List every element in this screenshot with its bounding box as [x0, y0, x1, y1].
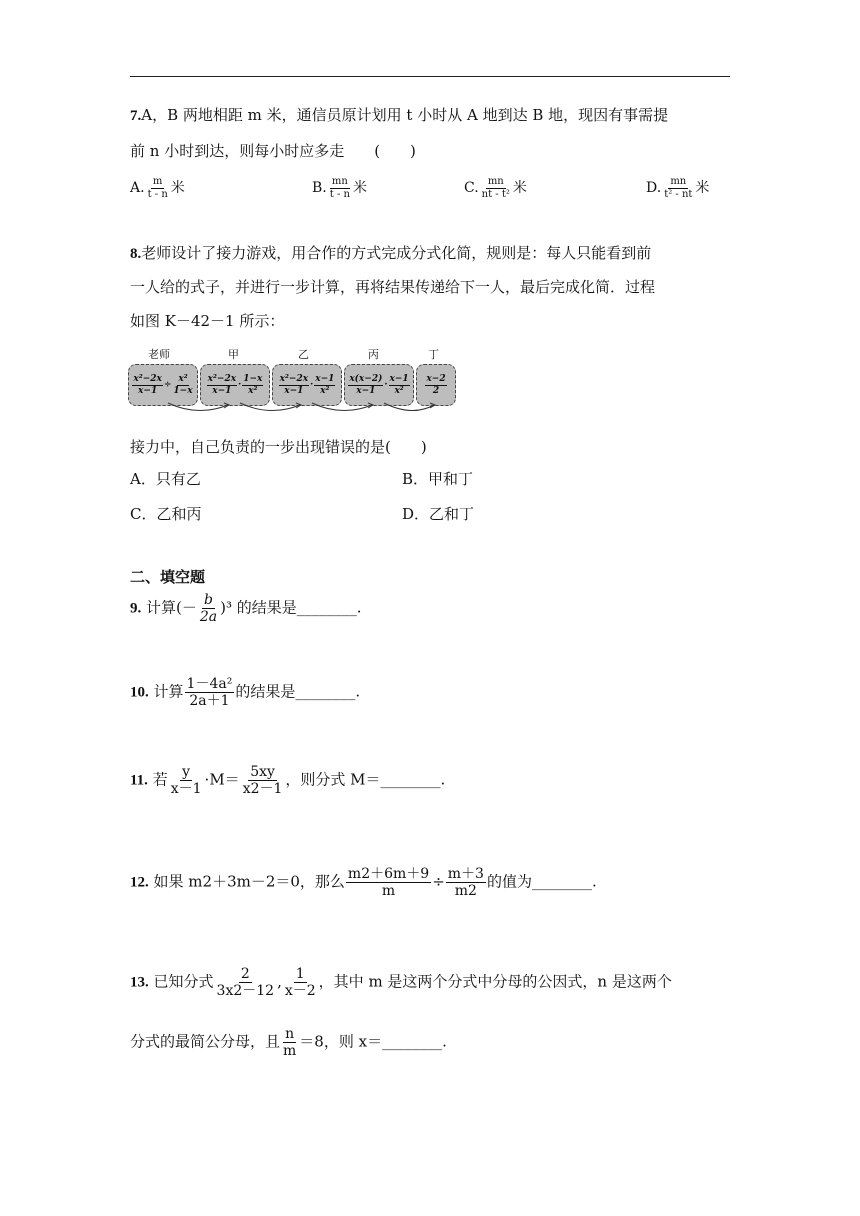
relay-box-jia: $\frac{\text{x²−2x}}{x-1}$ · $\frac{1-x}{\text{x²}}$: [200, 364, 270, 406]
q12-line: 12. 如果 m2＋3m－2＝0，那么 $\frac{m2+6m+9}{m}$ ÷ $\frac{m+3}{m2}$ 的值为________.: [130, 866, 597, 900]
q8-question: 接力中，自己负责的一步出现错误的是( ): [130, 438, 427, 456]
q8-option-d[interactable]: D．乙和丁: [402, 505, 475, 523]
q8-line3: 如图 K－42－1 所示：: [130, 312, 285, 330]
q13-line1: 13. 已知分式 $\frac{2}{3x2-12}$ , $\frac{1}{x-2}$ ，其中 m 是这两个分式中分母的公因式，n 是这两个: [130, 966, 672, 1000]
q8-option-c[interactable]: C．乙和丙: [130, 505, 202, 523]
relay-box-ding: $\frac{x-2}{2}$: [416, 364, 456, 406]
section-title: 二、填空题: [130, 568, 206, 586]
q8-line2: 一人给的式子，并进行一步计算，再将结果传递给下一人，最后完成化简．过程: [130, 278, 656, 296]
relay-label-bing: 丙: [368, 348, 379, 361]
q7-number: 7.: [130, 108, 142, 124]
relay-label-ding: 丁: [428, 348, 439, 361]
q9-line: 9. 计算(－ $\frac{b}{2a}$ )³ 的结果是________.: [130, 592, 362, 626]
q11-line: 11. 若 $\frac{y}{x-1}$ ·M＝ $\frac{5xy}{x2-1}$ ，则分式 M＝________.: [130, 764, 446, 798]
q7-option-c[interactable]: C. $\frac{mn}{\text{nt - t²}}$ 米: [464, 176, 527, 200]
q7-option-d[interactable]: D. $\frac{mn}{\text{t² - nt}}$ 米: [646, 176, 710, 200]
relay-label-yi: 乙: [298, 348, 309, 361]
q8-line1: 8.老师设计了接力游戏，用合作的方式完成分式化简，规则是：每人只能看到前: [130, 244, 652, 262]
q7-option-a[interactable]: A. $\frac{m}{t - n}$ 米: [130, 176, 185, 200]
q10-line: 10. 计算 $\frac{\text{1－4a²}}{2a+1}$ 的结果是________.: [130, 676, 361, 710]
header-rule: [130, 76, 730, 77]
relay-diagram: [128, 346, 458, 416]
relay-box-bing: $\frac{x(x-2)}{x-1}$ · $\frac{x-1}{\text{x²}}$: [344, 364, 414, 406]
relay-box-teacher: $\frac{\text{x²−2x}}{x-1}$ ÷ $\frac{\text{x²}}{1-x}$: [128, 364, 198, 406]
q13-line2: 分式的最简公分母，且 $\frac{n}{m}$ ＝8，则 x＝________.: [130, 1026, 447, 1060]
relay-arrows: [128, 401, 458, 417]
q7-text-2: 前 n 小时到达，则每小时应多走 ( ): [130, 142, 416, 160]
relay-box-yi: $\frac{\text{x²−2x}}{x-1}$ · $\frac{x-1}{\text{x²}}$: [272, 364, 342, 406]
q7-option-b[interactable]: B. $\frac{mn}{t - n}$ 米: [312, 176, 367, 200]
q8-option-a[interactable]: A．只有乙: [130, 470, 201, 488]
relay-label-teacher: 老师: [148, 348, 170, 361]
q8-number: 8.: [130, 246, 142, 262]
q7-line2: [130, 140, 416, 162]
q7-text-1: A，B 两地相距 m 米，通信员原计划用 t 小时从 A 地到达 B 地，现因有事需提: [141, 106, 669, 124]
q7-line1: [130, 104, 668, 127]
q8-option-b[interactable]: B．甲和丁: [402, 470, 474, 488]
relay-label-jia: 甲: [228, 348, 239, 361]
